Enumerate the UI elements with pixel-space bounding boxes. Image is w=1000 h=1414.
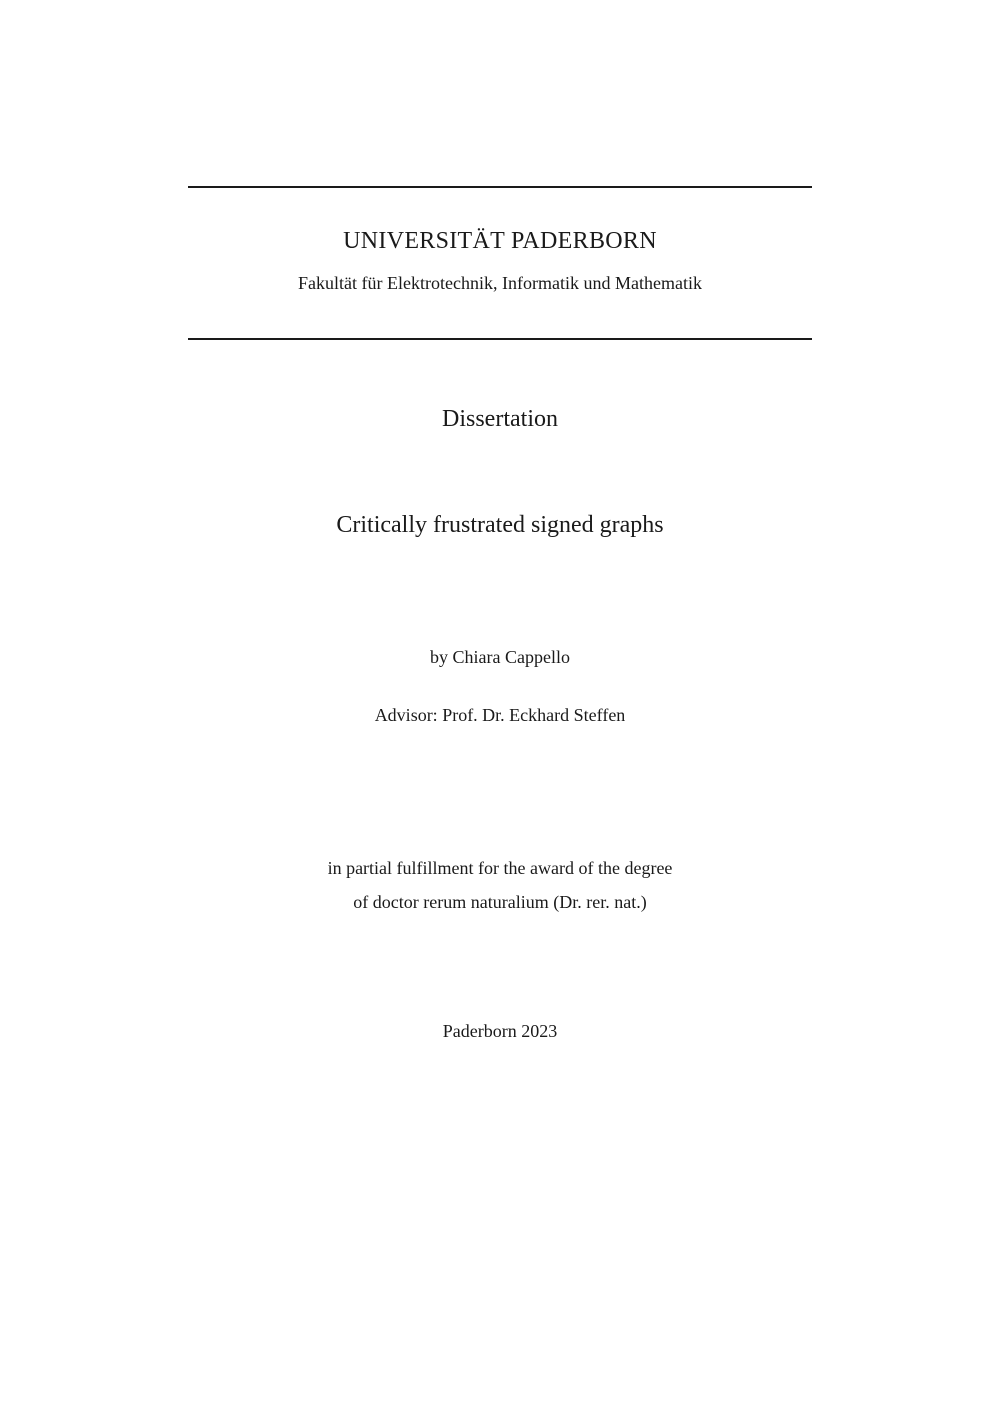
place-and-year: Paderborn 2023	[442, 1021, 558, 1041]
university-name: UNIVERSITÄT PADERBORN	[343, 228, 657, 254]
thesis-title: Critically frustrated signed graphs	[336, 512, 664, 538]
degree-statement-line-1: in partial fulfillment for the award of the degree	[327, 858, 673, 878]
advisor-line: Advisor: Prof. Dr. Eckhard Steffen	[374, 705, 626, 725]
document-type: Dissertation	[442, 406, 558, 432]
author-line: by Chiara Cappello	[430, 647, 570, 667]
header-bottom-rule	[188, 338, 812, 340]
header-top-rule	[188, 186, 812, 188]
degree-statement-line-2: of doctor rerum naturalium (Dr. rer. nat.)	[353, 892, 647, 912]
faculty-name: Fakultät für Elektrotechnik, Informatik und Mathematik	[298, 273, 702, 293]
